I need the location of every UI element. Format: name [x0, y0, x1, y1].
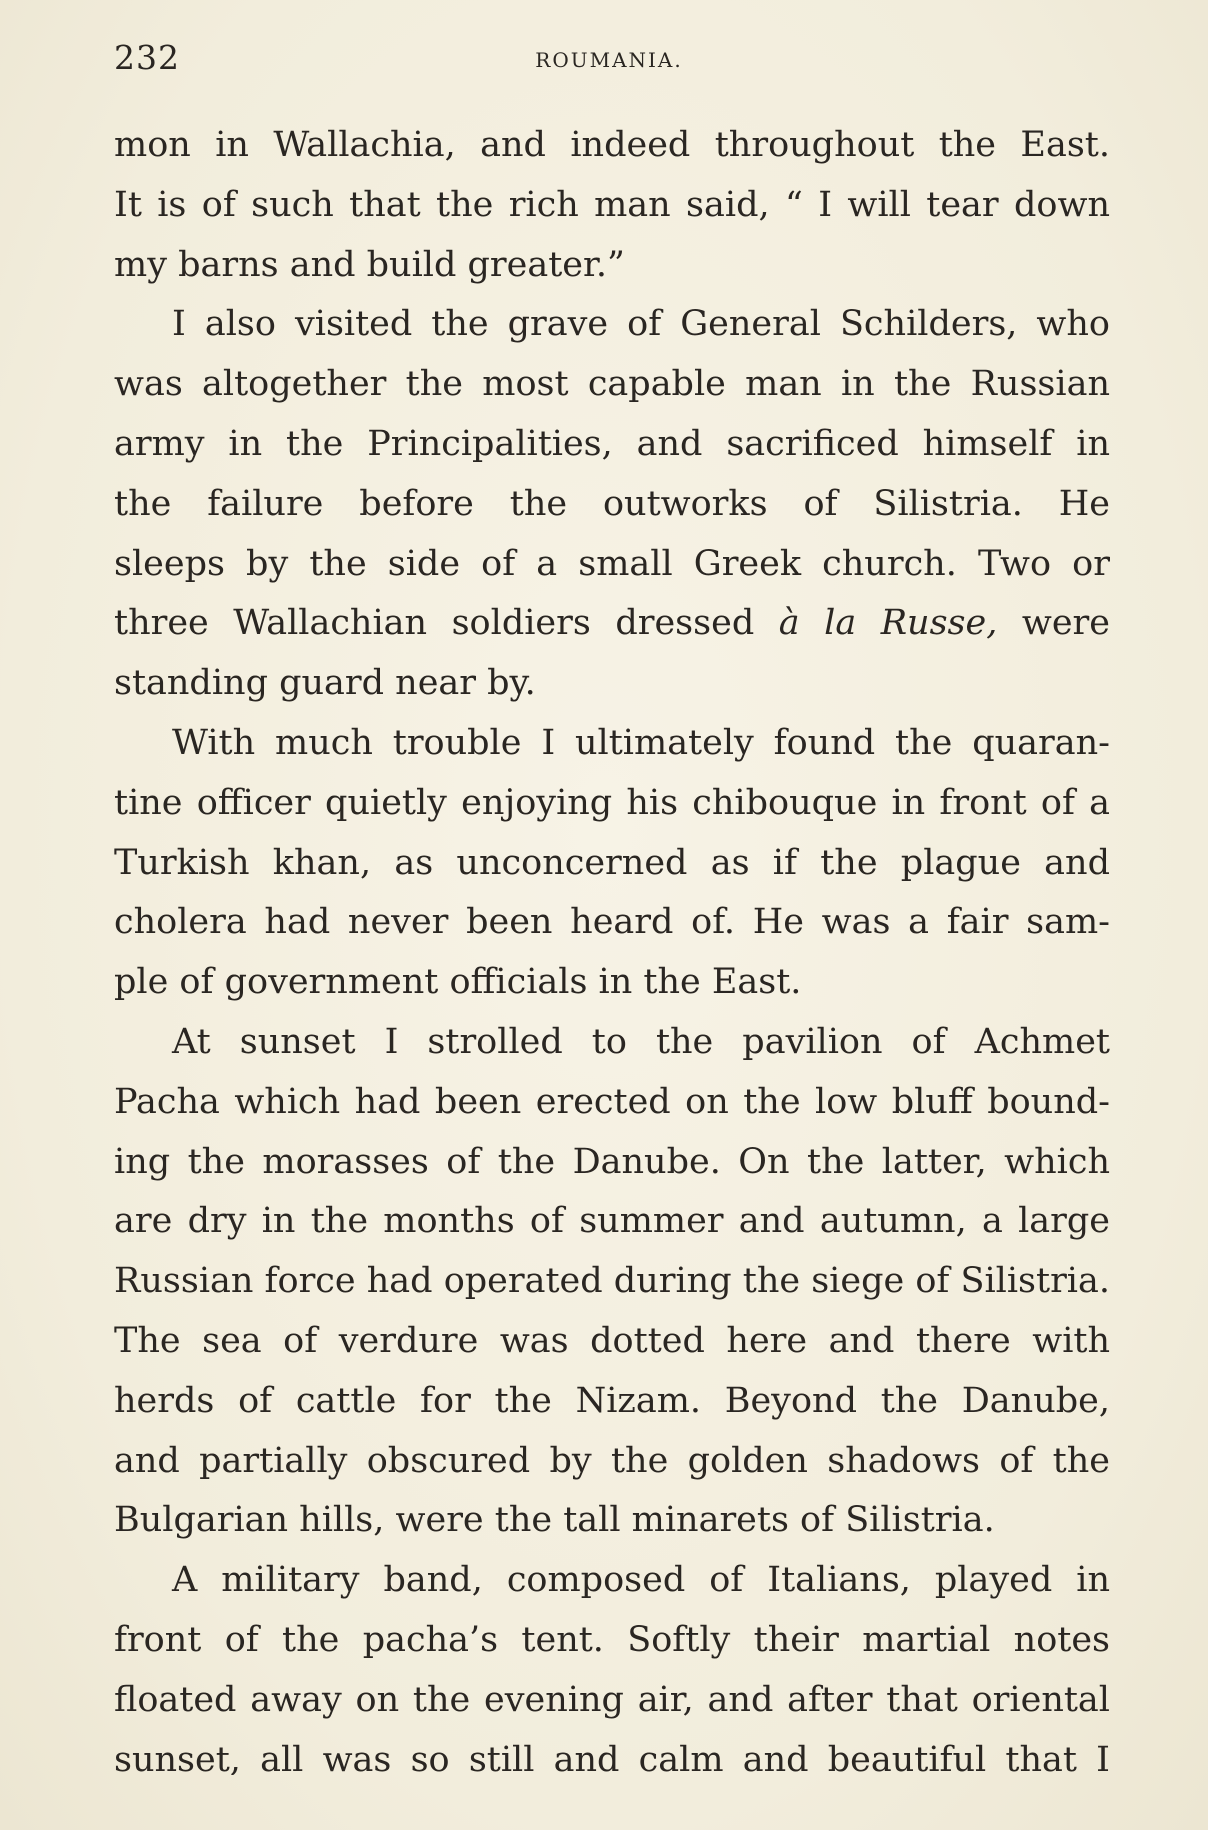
text-line: sunset, all was so still and calm and beautiful that I: [114, 1739, 1110, 1775]
text-line: [114, 594, 1110, 654]
text-line: floated away on the evening air, and after that oriental: [114, 1679, 1110, 1720]
text-line: With much trouble I ultimately found the quaran-: [172, 722, 1110, 763]
text-line: Turkish khan, as unconcerned as if the plague and: [114, 842, 1110, 883]
text-line: are dry in the months of summer and autumn, a large: [114, 1201, 1110, 1242]
italic-phrase: à la Russe,: [778, 603, 998, 644]
text-line: A military band, composed of Italians, played in: [172, 1560, 1110, 1601]
text-line: It is of such that the rich man said, “ I will tear down: [114, 184, 1110, 225]
text-line: ing the morasses of the Danube. On the latter, which: [114, 1141, 1110, 1182]
text-line: Bulgarian hills, were the tall minarets of Silistria.: [114, 1500, 995, 1541]
text-line: front of the pacha’s tent. Softly their martial notes: [114, 1619, 1110, 1660]
text-line: was altogether the most capable man in the Russian: [114, 364, 1110, 405]
text-segment: were: [997, 603, 1111, 644]
text-line: and partially obscured by the golden shadows of the: [114, 1440, 1110, 1481]
running-head: ROUMANIA.: [535, 48, 683, 72]
text-line: At sunset I strolled to the pavilion of Achmet: [172, 1021, 1110, 1062]
text-line: mon in Wallachia, and indeed throughout the East.: [114, 125, 1110, 165]
page-header: [114, 38, 1104, 82]
text-line: Russian force had operated during the siege of Silistria.: [114, 1261, 1110, 1302]
text-line: I also visited the grave of General Schilders, who: [172, 304, 1110, 345]
text-line: army in the Principalities, and sacrificed himself in: [114, 423, 1110, 464]
page-number: 232: [114, 38, 180, 77]
text-line: the failure before the outworks of Silistria. He: [114, 483, 1110, 524]
text-line: sleeps by the side of a small Greek church. Two or: [114, 543, 1110, 584]
text-line: cholera had never been heard of. He was a fair sam-: [114, 902, 1110, 943]
text-segment: three Wallachian soldiers dressed: [114, 603, 779, 644]
body-text: [114, 116, 1110, 1775]
text-line: tine officer quietly enjoying his chibouque in front of a: [114, 782, 1110, 823]
text-line: ple of government officials in the East.: [114, 962, 802, 1003]
text-line: Pacha which had been erected on the low bluff bound-: [114, 1081, 1110, 1122]
text-line: The sea of verdure was dotted here and there with: [114, 1320, 1110, 1361]
text-line: herds of cattle for the Nizam. Beyond the Danube,: [114, 1380, 1110, 1421]
text-line: standing guard near by.: [114, 663, 536, 704]
text-line: my barns and build greater.”: [114, 244, 625, 285]
